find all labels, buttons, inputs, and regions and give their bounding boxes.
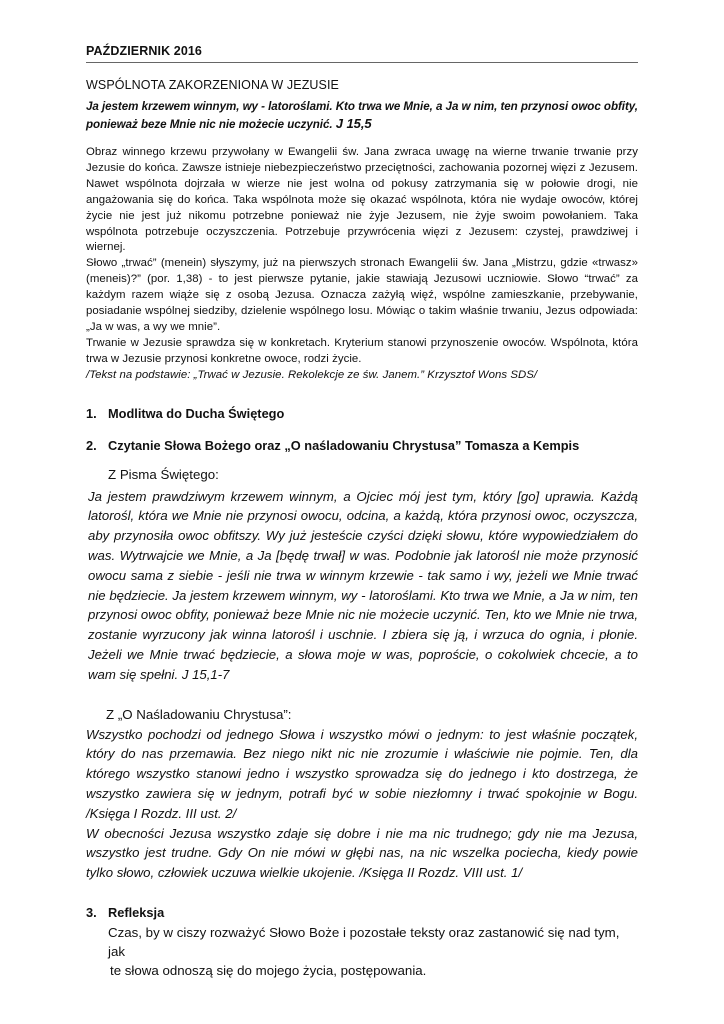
motto-quote	[86, 98, 638, 133]
intro-source: /Tekst na podstawie: „Trwać w Jezusie. Rekolekcje ze św. Janem.” Krzysztof Wons SDS/	[86, 368, 538, 381]
imitation-quote-1: Wszystko pochodzi od jednego Słowa i wszystko mówi o jednym: to jest właśnie początek, który do nas przemawia. Bez niego nikt nic nie zrozumie i właściwie nie pojmie. Ten, dla którego wszystko stanowi jedno i wszystko sprowadza się do jednego i kto dostrzega, że wszystko zawiera się w jednym, potrafi być w sobie niezłomny i trwać spokojnie w Bogu. /Księga I Rozdz. III ust. 2/	[86, 726, 638, 821]
list-label: Czytanie Słowa Bożego oraz „O naśladowaniu Chrystusa” Tomasza a Kempis	[108, 437, 580, 453]
list-item-prayer	[86, 405, 638, 422]
page-header-month: PAŹDZIERNIK 2016	[86, 44, 638, 63]
list-item-reading	[86, 437, 638, 454]
motto-text: Ja jestem krzewem winnym, wy - latoroślami. Kto trwa we Mnie, a Ja w nim, ten przynosi owoc obfity, ponieważ beze Mnie nic nie możecie uczynić.	[86, 100, 638, 131]
list-number: 3.	[86, 904, 97, 920]
reflection-text	[86, 923, 638, 980]
list-label: Refleksja	[108, 904, 165, 920]
imitation-quotes	[86, 725, 638, 883]
document-page	[86, 44, 638, 980]
scripture-label: Z Pisma Świętego:	[108, 466, 219, 482]
list-number: 1.	[86, 405, 97, 421]
motto-reference: J 15,5	[335, 116, 372, 131]
list-number: 2.	[86, 437, 97, 453]
intro-paragraph-2: Słowo „trwać” (menein) słyszymy, już na pierwszych stronach Ewangelii św. Jana „Mistrzu, gdzie «trwasz» (meneis)?” (por. 1,38) - to jest pierwsze pytanie, jakie stawiają Jezusowi uczniowie. Słowo “trwać” za każdym razem wiąże się z osobą Jezusa. Oznacza zażyłą więź, wspólne zamieszkanie, przebywanie, posiadanie wspólnej siedziby, dzielenie wspólnego losu. Mówiąc o takim właśnie trwaniu, Jezus odpowiada: „Ja w was, a wy we mnie”.	[86, 257, 638, 333]
imitation-quote-2: W obecności Jezusa wszystko zdaje się dobre i nie ma nic trudnego; gdy nie ma Jezusa, wszystko jest trudne. Gdy On nie mówi w głębi nas, na nic wszelka pociecha, kiedy powie tylko słowo, człowiek uczuwa wielkie ukojenie. /Księga II Rozdz. VIII ust. 1/	[86, 825, 638, 881]
scripture-text: Ja jestem prawdziwym krzewem winnym, a Ojciec mój jest tym, który [go] uprawia. Każdą latorośl, która we Mnie nie przynosi owocu, odcina, a każdą, która przynosi owoc, oczyszcza, aby przynosiła owoc obfitszy. Wy już jesteście czyści dzięki słowu, które wypowiedziałem do was. Wytrwajcie we Mnie, a Ja [będę trwał] w was. Podobnie jak latorośl nie może przynosić owocu sama z siebie - jeśli nie trwa w winnym krzewie - tak samo i wy, jeżeli we Mnie trwać nie będziecie. Ja jestem krzewem winnym, wy - latoroślami. Kto trwa we Mnie, a Ja w nim, ten przynosi owoc obfity, ponieważ beze Mnie nic nie możecie uczynić. Ten, kto we Mnie nie trwa, zostanie wyrzucony jak winna latorośl i uschnie. I zbiera się ją, i wrzuca do ognia, i płonie. Jeżeli we Mnie trwać będziecie, a słowa moje w was, poproście, o cokolwiek chcecie, a to wam się spełni. J 15,1-7	[88, 488, 638, 682]
intro-paragraph-3: Trwanie w Jezusie sprawdza się w konkretach. Kryterium stanowi przynoszenie owoców. Wspólnota, która trwa w Jezusie przynosi konkretne owoce, rodzi życie.	[86, 336, 638, 365]
intro-paragraph-1: Obraz winnego krzewu przywołany w Ewangelii św. Jana zwraca uwagę na wierne trwanie trwanie przy Jezusie do końca. Zawsze istnieje niebezpieczeństwo przeciętności, zachowania pozornej więzi z Jezusem. Nawet wspólnota dojrzała w wierze nie jest wolna od pokusy zatrzymania się w połowie drogi, nie angażowania się do końca. Taka wspólnota może się okazać wspólnota, która nie wydaje owoców, której życie nie jest już nikomu potrzebne ponieważ nie żyje Jezusem, nie żyje swoim powołaniem. Taka wspólnota potrzebuje oczyszczenia. Potrzebuje przywrócenia więzi z Jezusem: czystej, prawdziwej i wiernej.	[86, 146, 638, 254]
section-title: WSPÓLNOTA ZAKORZENIONA W JEZUSIE	[86, 78, 339, 92]
reflection-line-2: te słowa odnoszą się do mojego życia, postępowania.	[110, 962, 427, 978]
intro-text	[86, 145, 638, 384]
list-item-reflection	[86, 904, 638, 921]
scripture-quote	[86, 487, 638, 685]
reflection-line-1: Czas, by w ciszy rozważyć Słowo Boże i pozostałe teksty oraz zastanowić się nad tym, jak	[108, 924, 620, 959]
list-label: Modlitwa do Ducha Świętego	[108, 405, 285, 421]
imitation-label: Z „O Naśladowaniu Chrystusa”:	[106, 706, 292, 722]
